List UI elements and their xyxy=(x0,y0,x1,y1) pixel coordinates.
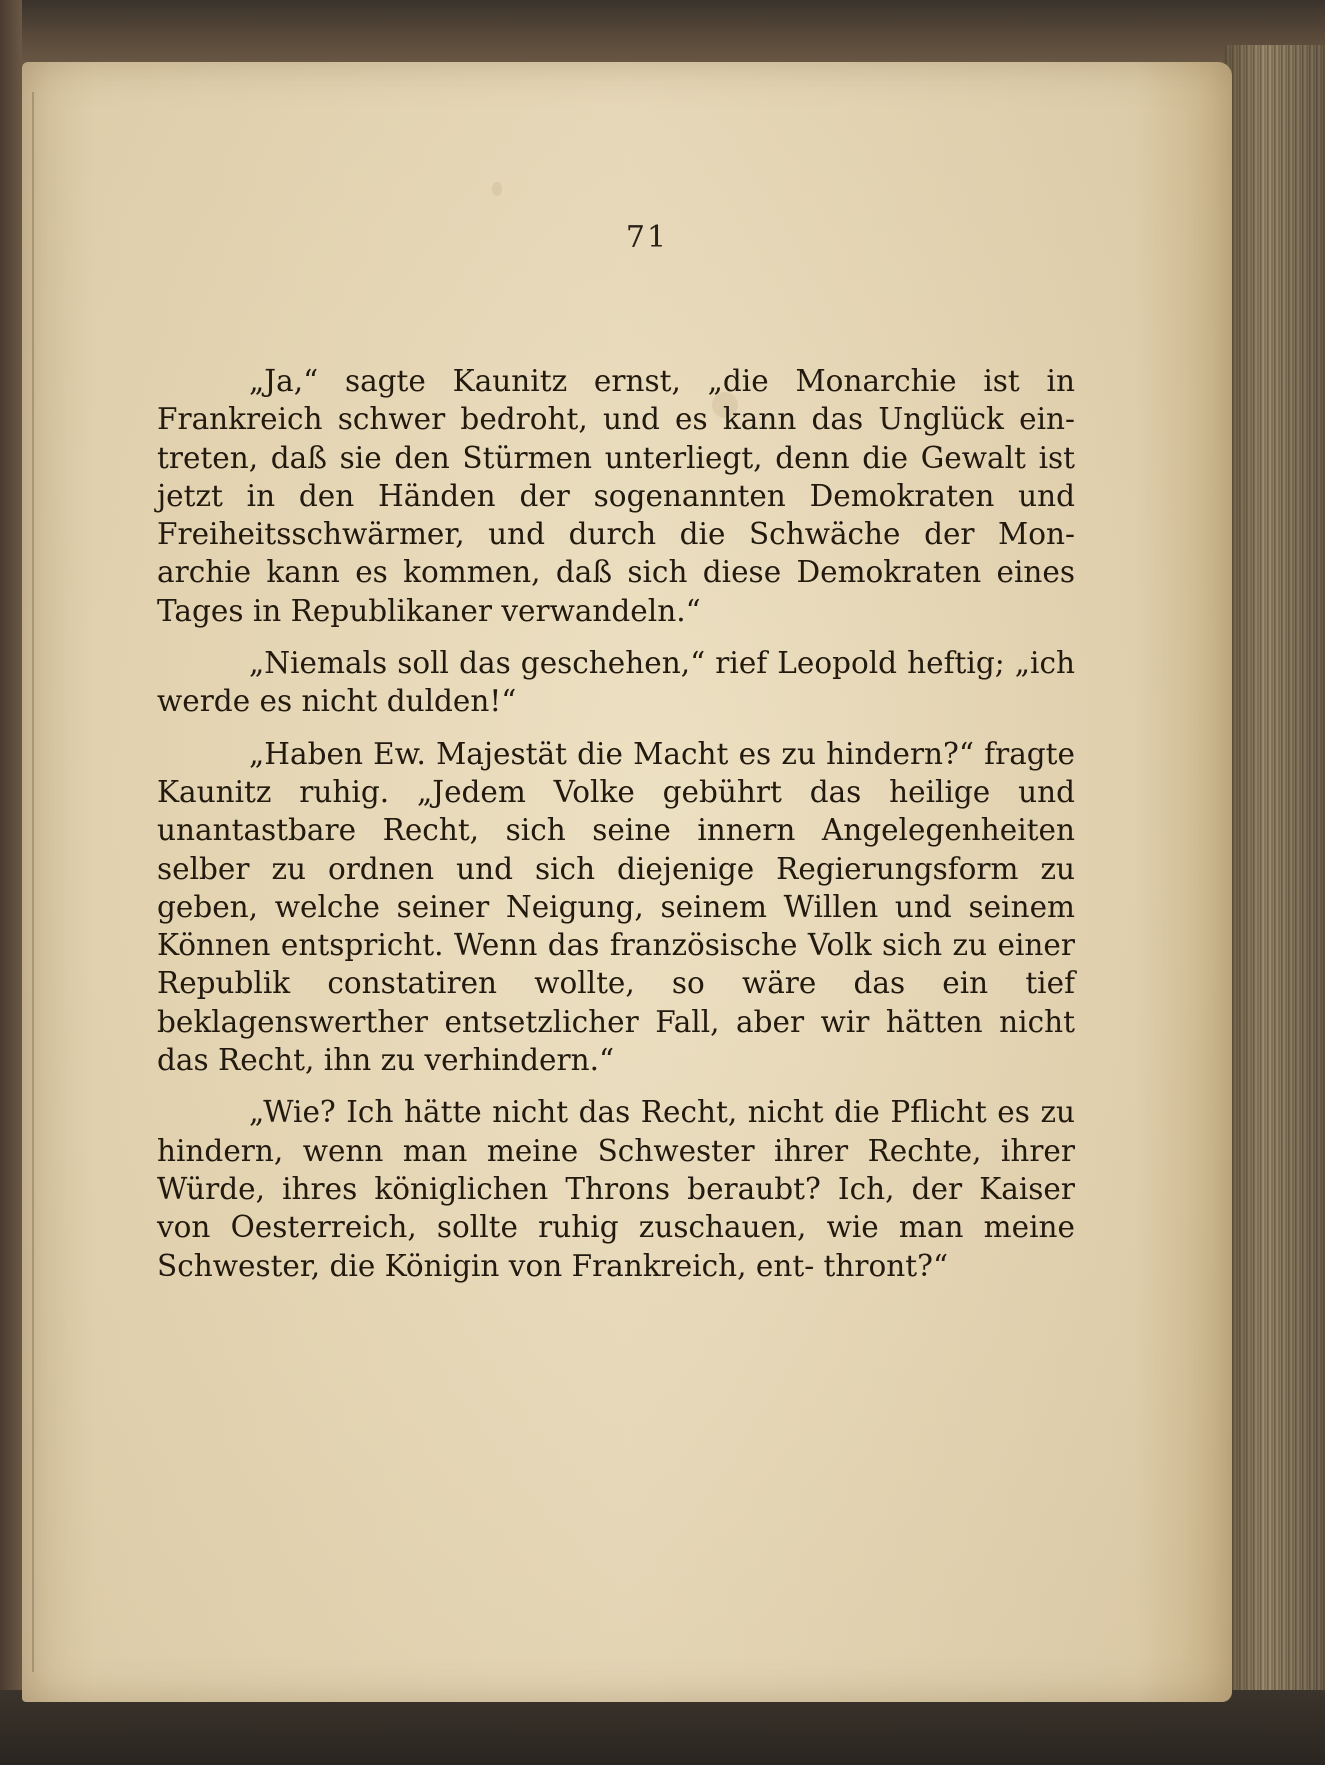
book-cover-top xyxy=(0,0,1325,70)
book-page xyxy=(22,62,1232,1702)
paragraph: „Niemals soll das geschehen,“ rief Leopold heftig; „ich werde es nicht dulden!“ xyxy=(157,646,1075,719)
body-text xyxy=(157,362,1075,1299)
gutter-line xyxy=(32,92,34,1672)
page-number: 71 xyxy=(625,220,669,255)
paper-stain xyxy=(492,182,502,196)
paragraph: „Wie? Ich hätte nicht das Recht, nicht die Pflicht es zu hindern, wenn man meine Schwester ihrer Rechte, ihrer Würde, ihres königlichen Throns beraubt? Ich, der Kaiser von Oesterreich, sollte ruhig zuschauen, wie man meine Schwester, die Königin von Frankreich, ent- thront?“ xyxy=(157,1095,1075,1283)
book-cover-left xyxy=(0,0,22,1765)
paragraph: „Ja,“ sagte Kaunitz ernst, „die Monarchie ist in Frankreich schwer bedroht, und es kann das Unglück ein- treten, daß sie den Stürmen unterliegt, denn die Gewalt ist jetzt in den Händen der sogenannten Demokraten und Freiheitsschwärmer, und durch die Schwäche der Mon- archie kann es kommen, daß sich diese Demokraten eines Tages in Republikaner verwandeln.“ xyxy=(157,364,1075,628)
page-edges-shade xyxy=(1225,45,1325,1705)
paragraph: „Haben Ew. Majestät die Macht es zu hindern?“ fragte Kaunitz ruhig. „Jedem Volke gebührt das heilige und unantastbare Recht, sich seine innern Angelegenheiten selber zu ordnen und sich diejenige Regierungsform zu geben, welche seiner Neigung, seinem Willen und seinem Können entspricht. Wenn das französische Volk sich zu einer Republik constatiren wollte, so wäre das ein tief beklagenswerther entsetzlicher Fall, aber wir hätten nicht das Recht, ihn zu verhindern.“ xyxy=(157,736,1075,1078)
